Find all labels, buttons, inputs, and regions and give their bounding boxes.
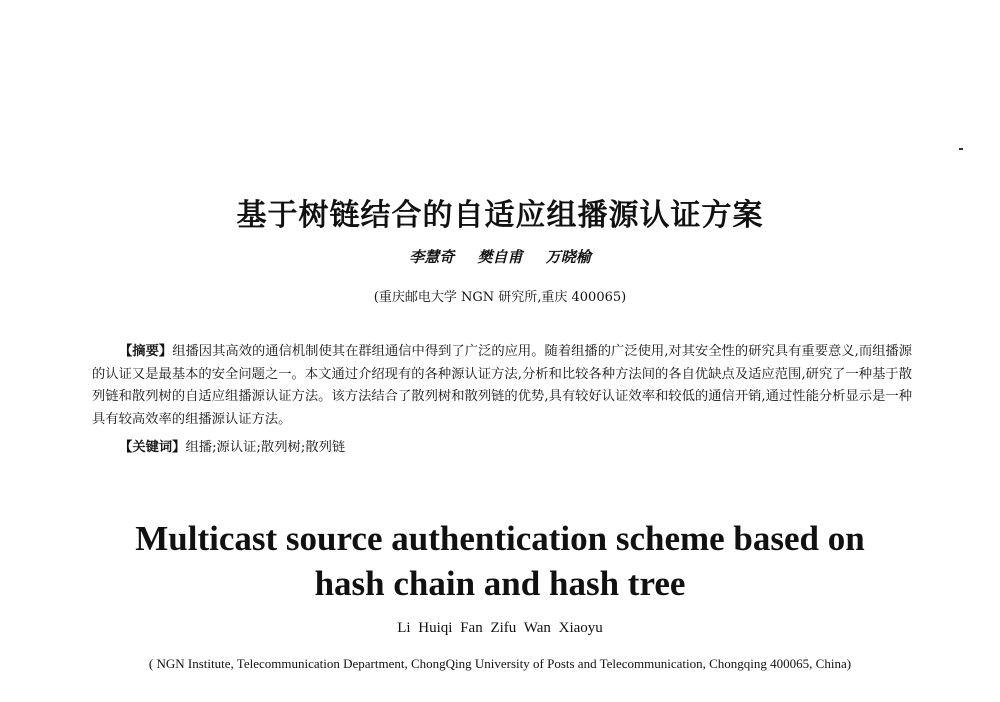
affiliation-chinese: (重庆邮电大学 NGN 研究所,重庆 400065) bbox=[373, 290, 627, 305]
authors-english: Li Huiqi Fan Zifu Wan Xiaoyu bbox=[397, 620, 603, 636]
scan-artifact-mark bbox=[959, 148, 963, 150]
abstract-text: 组播因其高效的通信机制使其在群组通信中得到了广泛的应用。随着组播的广泛使用,对其安全性的研究具有重要意义,而组播源的认证又是最基本的安全问题之一。本文通过介绍现有的各种源认证方法,分析和比较各种方法间的各自优缺点及适应范围,研究了一种基于散列链和散列树的自适应组播源认证方法。该方法结合了散列树和散列链的优势,具有较好认证效率和较低的通信开销,通过性能分析显示是一种具有较高效率的组播源认证方法。 bbox=[92, 344, 913, 427]
keywords-label: 【关键词】 bbox=[119, 440, 186, 455]
abstract-label: 【摘要】 bbox=[119, 344, 173, 359]
paper-title-english-line-1: Multicast source authentication scheme based on bbox=[135, 519, 865, 558]
paper-title-english bbox=[0, 516, 1000, 606]
paper-title-english-line-2: hash chain and hash tree bbox=[314, 564, 686, 603]
keywords-line bbox=[119, 438, 919, 458]
paper-title-chinese: 基于树链结合的自适应组播源认证方案 bbox=[236, 198, 764, 233]
authors-chinese: 李慧奇 樊自甫 万晓榆 bbox=[409, 248, 591, 266]
abstract-paragraph bbox=[92, 341, 912, 431]
affiliation-english: ( NGN Institute, Telecommunication Department, ChongQing University of Posts and Telecommunication, Chongqing 400065, China) bbox=[148, 656, 852, 671]
keywords-text: 组播;源认证;散列树;散列链 bbox=[185, 440, 346, 455]
